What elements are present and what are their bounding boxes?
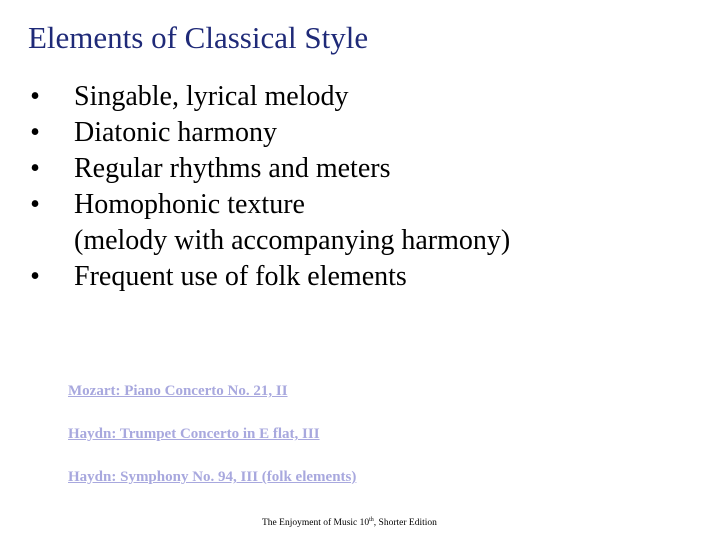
link-haydn-symphony-94[interactable]: Haydn: Symphony No. 94, III (folk elements) (68, 469, 357, 485)
bullet-text: Homophonic texture (74, 189, 305, 220)
bullet-item (28, 79, 510, 115)
bullet-text: Frequent use of folk elements (74, 261, 407, 292)
bullet-text: Diatonic harmony (74, 117, 277, 148)
bullet-text: Regular rhythms and meters (74, 153, 391, 184)
footer-superscript: th (369, 517, 374, 523)
slide-title: Elements of Classical Style (28, 20, 369, 55)
bullet-item (28, 187, 510, 259)
bullet-dot: • (30, 153, 40, 184)
bullet-dot: • (30, 189, 40, 220)
footer-citation (262, 517, 437, 528)
bullet-dot: • (30, 117, 40, 148)
bullet-text: Singable, lyrical melody (74, 81, 349, 112)
footer-prefix: The Enjoyment of Music 10 (262, 518, 370, 528)
bullet-item (28, 259, 510, 295)
bullet-subtext: (melody with accompanying harmony) (74, 225, 511, 256)
bullet-item (28, 151, 510, 187)
bullet-item (28, 115, 510, 151)
bullet-dot: • (30, 261, 40, 292)
bullet-dot: • (30, 81, 40, 112)
bullet-list (28, 79, 510, 295)
footer-suffix: , Shorter Edition (373, 518, 437, 528)
audio-links (68, 382, 356, 511)
link-mozart-piano-concerto[interactable]: Mozart: Piano Concerto No. 21, II (68, 383, 288, 399)
link-haydn-trumpet-concerto[interactable]: Haydn: Trumpet Concerto in E flat, III (68, 426, 320, 442)
